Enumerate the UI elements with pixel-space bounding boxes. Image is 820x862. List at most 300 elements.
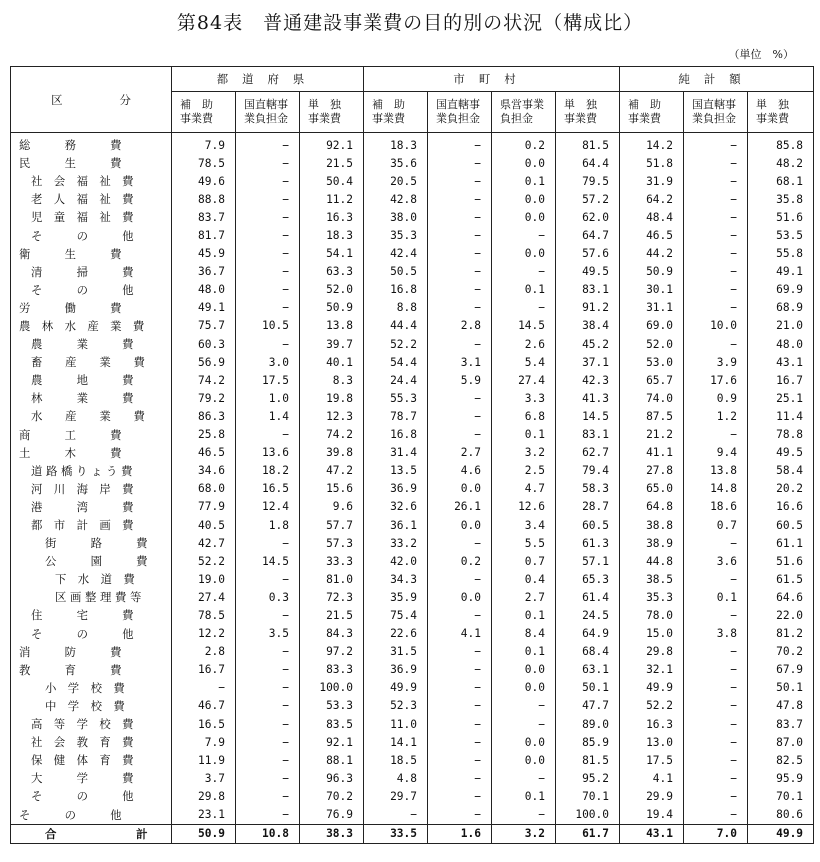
- value-cell: 41.1: [620, 444, 684, 462]
- value-cell: 7.9: [172, 733, 236, 751]
- value-cell: 80.6: [748, 805, 814, 824]
- value-cell: 83.7: [748, 715, 814, 733]
- value-cell: −: [684, 226, 748, 244]
- value-cell: −: [428, 190, 492, 208]
- value-cell: 3.8: [684, 625, 748, 643]
- value-cell: −: [428, 263, 492, 281]
- value-cell: 18.3: [300, 226, 364, 244]
- value-cell: 78.5: [172, 154, 236, 172]
- value-cell: 42.4: [364, 245, 428, 263]
- value-cell: 36.9: [364, 480, 428, 498]
- value-cell: 0.0: [428, 516, 492, 534]
- value-cell: 50.1: [556, 679, 620, 697]
- value-cell: 11.2: [300, 190, 364, 208]
- value-cell: −: [236, 534, 300, 552]
- header-sub-col: [300, 92, 364, 133]
- value-cell: 18.2: [236, 462, 300, 480]
- value-cell: 43.1: [748, 353, 814, 371]
- value-cell: 12.6: [492, 498, 556, 516]
- value-cell: −: [492, 805, 556, 824]
- value-cell: 44.4: [364, 317, 428, 335]
- value-cell: 38.5: [620, 570, 684, 588]
- value-cell: −: [236, 787, 300, 805]
- value-cell: −: [684, 299, 748, 317]
- value-cell: 4.8: [364, 769, 428, 787]
- value-cell: 25.8: [172, 426, 236, 444]
- value-cell: 0.0: [492, 245, 556, 263]
- value-cell: 34.3: [364, 570, 428, 588]
- value-cell: 78.5: [172, 606, 236, 624]
- value-cell: 5.5: [492, 534, 556, 552]
- value-cell: 3.2: [492, 824, 556, 843]
- value-cell: 64.7: [556, 226, 620, 244]
- value-cell: 3.4: [492, 516, 556, 534]
- value-cell: −: [428, 407, 492, 425]
- value-cell: −: [236, 299, 300, 317]
- value-cell: −: [428, 154, 492, 172]
- value-cell: 85.8: [748, 133, 814, 155]
- value-cell: 79.4: [556, 462, 620, 480]
- value-cell: −: [428, 245, 492, 263]
- table-row: [11, 661, 814, 679]
- value-cell: 49.1: [748, 263, 814, 281]
- value-cell: 49.9: [748, 824, 814, 843]
- header-sub-col: [620, 92, 684, 133]
- header-sub-line: 事業費: [756, 112, 790, 125]
- value-cell: −: [428, 733, 492, 751]
- value-cell: 16.5: [172, 715, 236, 733]
- row-label: 高 等 学 校 費: [11, 715, 172, 733]
- value-cell: −: [172, 679, 236, 697]
- header-sub-line: 単 独: [308, 98, 341, 111]
- row-label: 中 学 校 費: [11, 697, 172, 715]
- header-sub-line: 業負担金: [436, 112, 481, 125]
- value-cell: 8.3: [300, 371, 364, 389]
- table-row: [11, 588, 814, 606]
- row-label: 都 市 計 画 費: [11, 516, 172, 534]
- value-cell: 42.8: [364, 190, 428, 208]
- table-row: [11, 371, 814, 389]
- row-label: 大 学 費: [11, 769, 172, 787]
- value-cell: 27.4: [492, 371, 556, 389]
- row-label: 街 路 費: [11, 534, 172, 552]
- table-row: [11, 552, 814, 570]
- header-sub-line: 国直轄事: [436, 98, 481, 111]
- value-cell: 54.4: [364, 353, 428, 371]
- row-label: 農 業 費: [11, 335, 172, 353]
- value-cell: 22.6: [364, 625, 428, 643]
- value-cell: 70.2: [748, 643, 814, 661]
- value-cell: 61.5: [748, 570, 814, 588]
- header-sub-line: 単 独: [756, 98, 790, 111]
- value-cell: 16.3: [620, 715, 684, 733]
- value-cell: 52.0: [300, 281, 364, 299]
- value-cell: 0.1: [492, 606, 556, 624]
- value-cell: 2.8: [428, 317, 492, 335]
- value-cell: 49.5: [556, 263, 620, 281]
- value-cell: 1.6: [428, 824, 492, 843]
- value-cell: 53.3: [300, 697, 364, 715]
- row-label: 児 童 福 祉 費: [11, 208, 172, 226]
- value-cell: 24.5: [556, 606, 620, 624]
- value-cell: −: [684, 661, 748, 679]
- value-cell: 18.5: [364, 751, 428, 769]
- table-row: [11, 733, 814, 751]
- value-cell: −: [236, 805, 300, 824]
- value-cell: 16.7: [748, 371, 814, 389]
- row-label: 河 川 海 岸 費: [11, 480, 172, 498]
- value-cell: 86.3: [172, 407, 236, 425]
- value-cell: 13.0: [620, 733, 684, 751]
- value-cell: 32.6: [364, 498, 428, 516]
- value-cell: 64.4: [556, 154, 620, 172]
- table-row: [11, 751, 814, 769]
- value-cell: 79.2: [172, 389, 236, 407]
- value-cell: 23.1: [172, 805, 236, 824]
- value-cell: 40.1: [300, 353, 364, 371]
- value-cell: 0.0: [492, 751, 556, 769]
- value-cell: 5.4: [492, 353, 556, 371]
- value-cell: −: [236, 190, 300, 208]
- header-sub-col: [172, 92, 236, 133]
- value-cell: 10.0: [684, 317, 748, 335]
- row-label: そ の 他: [11, 787, 172, 805]
- value-cell: 36.1: [364, 516, 428, 534]
- value-cell: 4.1: [620, 769, 684, 787]
- value-cell: −: [236, 715, 300, 733]
- value-cell: 83.1: [556, 426, 620, 444]
- value-cell: 61.1: [748, 534, 814, 552]
- value-cell: 21.0: [748, 317, 814, 335]
- value-cell: 38.0: [364, 208, 428, 226]
- table-row: [11, 190, 814, 208]
- value-cell: 9.4: [684, 444, 748, 462]
- value-cell: 53.0: [620, 353, 684, 371]
- value-cell: 0.0: [492, 190, 556, 208]
- value-cell: 16.6: [748, 498, 814, 516]
- value-cell: 52.0: [620, 335, 684, 353]
- value-cell: 81.7: [172, 226, 236, 244]
- value-cell: 3.6: [684, 552, 748, 570]
- value-cell: 44.8: [620, 552, 684, 570]
- value-cell: 33.3: [300, 552, 364, 570]
- value-cell: 17.5: [236, 371, 300, 389]
- value-cell: −: [428, 208, 492, 226]
- row-label: 農 地 費: [11, 371, 172, 389]
- header-group-net-total: 純計額: [620, 67, 814, 92]
- value-cell: 87.5: [620, 407, 684, 425]
- header-sub-line: 事業費: [372, 112, 406, 125]
- value-cell: 49.6: [172, 172, 236, 190]
- value-cell: 57.3: [300, 534, 364, 552]
- value-cell: 22.0: [748, 606, 814, 624]
- table-row: [11, 317, 814, 335]
- value-cell: −: [236, 697, 300, 715]
- value-cell: 0.4: [492, 570, 556, 588]
- value-cell: 17.5: [620, 751, 684, 769]
- value-cell: 56.9: [172, 353, 236, 371]
- value-cell: −: [236, 208, 300, 226]
- value-cell: 96.3: [300, 769, 364, 787]
- table-row: [11, 389, 814, 407]
- table-row: [11, 534, 814, 552]
- value-cell: −: [684, 805, 748, 824]
- value-cell: 92.1: [300, 733, 364, 751]
- value-cell: 44.2: [620, 245, 684, 263]
- value-cell: −: [428, 805, 492, 824]
- table-row: [11, 299, 814, 317]
- value-cell: −: [236, 154, 300, 172]
- value-cell: 49.9: [364, 679, 428, 697]
- value-cell: 10.8: [236, 824, 300, 843]
- value-cell: 50.9: [172, 824, 236, 843]
- value-cell: 46.7: [172, 697, 236, 715]
- value-cell: 29.9: [620, 787, 684, 805]
- value-cell: 81.0: [300, 570, 364, 588]
- value-cell: 8.4: [492, 625, 556, 643]
- value-cell: 38.9: [620, 534, 684, 552]
- value-cell: 16.5: [236, 480, 300, 498]
- value-cell: 57.2: [556, 190, 620, 208]
- value-cell: 88.8: [172, 190, 236, 208]
- value-cell: −: [428, 787, 492, 805]
- value-cell: 3.7: [172, 769, 236, 787]
- value-cell: −: [236, 281, 300, 299]
- value-cell: −: [684, 715, 748, 733]
- value-cell: −: [236, 733, 300, 751]
- value-cell: −: [428, 299, 492, 317]
- value-cell: −: [684, 787, 748, 805]
- table-row: [11, 679, 814, 697]
- value-cell: 82.5: [748, 751, 814, 769]
- value-cell: 26.1: [428, 498, 492, 516]
- value-cell: 78.7: [364, 407, 428, 425]
- value-cell: 0.0: [428, 480, 492, 498]
- value-cell: 16.3: [300, 208, 364, 226]
- table-row: [11, 805, 814, 824]
- value-cell: 63.3: [300, 263, 364, 281]
- total-row: [11, 824, 814, 843]
- value-cell: 35.3: [364, 226, 428, 244]
- row-label: そ の 他: [11, 625, 172, 643]
- value-cell: 25.1: [748, 389, 814, 407]
- row-label: 道 路 橋 り ょ う 費: [11, 462, 172, 480]
- value-cell: −: [492, 697, 556, 715]
- value-cell: 0.0: [492, 733, 556, 751]
- value-cell: 83.1: [556, 281, 620, 299]
- value-cell: −: [684, 570, 748, 588]
- header-sub-col: [492, 92, 556, 133]
- value-cell: 50.5: [364, 263, 428, 281]
- value-cell: 60.5: [556, 516, 620, 534]
- value-cell: 49.1: [172, 299, 236, 317]
- value-cell: −: [236, 679, 300, 697]
- value-cell: 70.1: [556, 787, 620, 805]
- row-label: そ の 他: [11, 281, 172, 299]
- table-row: [11, 426, 814, 444]
- value-cell: 14.5: [556, 407, 620, 425]
- value-cell: 11.0: [364, 715, 428, 733]
- value-cell: −: [364, 805, 428, 824]
- value-cell: 67.9: [748, 661, 814, 679]
- value-cell: 38.4: [556, 317, 620, 335]
- value-cell: −: [428, 281, 492, 299]
- value-cell: 97.2: [300, 643, 364, 661]
- value-cell: 79.5: [556, 172, 620, 190]
- value-cell: 0.1: [492, 281, 556, 299]
- header-sub-col: [748, 92, 814, 133]
- value-cell: 70.1: [748, 787, 814, 805]
- table-row: [11, 263, 814, 281]
- value-cell: 17.6: [684, 371, 748, 389]
- value-cell: −: [684, 643, 748, 661]
- value-cell: 14.1: [364, 733, 428, 751]
- header-sub-line: 業負担金: [244, 112, 288, 125]
- value-cell: 3.0: [236, 353, 300, 371]
- value-cell: 57.7: [300, 516, 364, 534]
- value-cell: 0.0: [492, 154, 556, 172]
- value-cell: 72.3: [300, 588, 364, 606]
- value-cell: 95.9: [748, 769, 814, 787]
- value-cell: 64.6: [748, 588, 814, 606]
- value-cell: 60.3: [172, 335, 236, 353]
- value-cell: 49.5: [748, 444, 814, 462]
- value-cell: 81.5: [556, 133, 620, 155]
- table-row: [11, 353, 814, 371]
- header-sub-line: 国直轄事: [692, 98, 737, 111]
- row-label: 小 学 校 費: [11, 679, 172, 697]
- value-cell: 19.4: [620, 805, 684, 824]
- table-row: [11, 625, 814, 643]
- value-cell: 91.2: [556, 299, 620, 317]
- value-cell: 35.6: [364, 154, 428, 172]
- value-cell: 58.4: [748, 462, 814, 480]
- value-cell: 37.1: [556, 353, 620, 371]
- value-cell: 1.4: [236, 407, 300, 425]
- value-cell: 87.0: [748, 733, 814, 751]
- value-cell: 48.4: [620, 208, 684, 226]
- value-cell: −: [684, 769, 748, 787]
- value-cell: 3.2: [492, 444, 556, 462]
- value-cell: 60.5: [748, 516, 814, 534]
- value-cell: 39.7: [300, 335, 364, 353]
- value-cell: 33.2: [364, 534, 428, 552]
- value-cell: −: [684, 733, 748, 751]
- value-cell: 81.5: [556, 751, 620, 769]
- value-cell: 0.0: [492, 208, 556, 226]
- table-row: [11, 516, 814, 534]
- value-cell: 38.3: [300, 824, 364, 843]
- value-cell: 75.7: [172, 317, 236, 335]
- value-cell: 0.2: [492, 133, 556, 155]
- value-cell: 81.2: [748, 625, 814, 643]
- value-cell: 47.2: [300, 462, 364, 480]
- value-cell: 24.4: [364, 371, 428, 389]
- row-label: 住 宅 費: [11, 606, 172, 624]
- value-cell: 65.3: [556, 570, 620, 588]
- value-cell: 15.0: [620, 625, 684, 643]
- value-cell: −: [492, 715, 556, 733]
- value-cell: 88.1: [300, 751, 364, 769]
- value-cell: −: [684, 751, 748, 769]
- value-cell: 8.8: [364, 299, 428, 317]
- value-cell: 47.7: [556, 697, 620, 715]
- value-cell: −: [428, 643, 492, 661]
- value-cell: 27.4: [172, 588, 236, 606]
- value-cell: 50.9: [300, 299, 364, 317]
- header-sub-col: [364, 92, 428, 133]
- row-label: そ の 他: [11, 805, 172, 824]
- value-cell: 33.5: [364, 824, 428, 843]
- value-cell: 20.2: [748, 480, 814, 498]
- header-sub-line: 事業費: [628, 112, 662, 125]
- value-cell: 42.0: [364, 552, 428, 570]
- row-label: 水 産 業 費: [11, 407, 172, 425]
- value-cell: −: [492, 226, 556, 244]
- construction-cost-table: [10, 66, 814, 844]
- value-cell: −: [684, 263, 748, 281]
- header-sub-col: [428, 92, 492, 133]
- row-label: 下 水 道 費: [11, 570, 172, 588]
- row-label: 保 健 体 育 費: [11, 751, 172, 769]
- value-cell: 52.2: [172, 552, 236, 570]
- row-label: 林 業 費: [11, 389, 172, 407]
- value-cell: 83.7: [172, 208, 236, 226]
- value-cell: −: [684, 679, 748, 697]
- value-cell: 46.5: [172, 444, 236, 462]
- value-cell: 70.2: [300, 787, 364, 805]
- value-cell: 12.2: [172, 625, 236, 643]
- value-cell: −: [428, 335, 492, 353]
- value-cell: −: [236, 606, 300, 624]
- value-cell: 54.1: [300, 245, 364, 263]
- value-cell: 42.7: [172, 534, 236, 552]
- value-cell: 43.1: [620, 824, 684, 843]
- value-cell: 21.5: [300, 606, 364, 624]
- value-cell: 35.9: [364, 588, 428, 606]
- value-cell: 9.6: [300, 498, 364, 516]
- value-cell: 16.8: [364, 281, 428, 299]
- value-cell: 4.6: [428, 462, 492, 480]
- value-cell: 12.3: [300, 407, 364, 425]
- value-cell: 0.3: [236, 588, 300, 606]
- value-cell: −: [428, 426, 492, 444]
- value-cell: 2.6: [492, 335, 556, 353]
- value-cell: 31.1: [620, 299, 684, 317]
- value-cell: −: [684, 208, 748, 226]
- value-cell: 38.8: [620, 516, 684, 534]
- row-label: 総 務 費: [11, 133, 172, 155]
- value-cell: 0.1: [492, 426, 556, 444]
- header-sub-col: [556, 92, 620, 133]
- value-cell: 29.7: [364, 787, 428, 805]
- value-cell: 51.6: [748, 208, 814, 226]
- value-cell: −: [684, 190, 748, 208]
- value-cell: 2.7: [492, 588, 556, 606]
- value-cell: 49.9: [620, 679, 684, 697]
- value-cell: 52.2: [620, 697, 684, 715]
- value-cell: 6.8: [492, 407, 556, 425]
- value-cell: 27.8: [620, 462, 684, 480]
- value-cell: 14.5: [236, 552, 300, 570]
- value-cell: −: [428, 697, 492, 715]
- value-cell: 34.6: [172, 462, 236, 480]
- value-cell: 2.8: [172, 643, 236, 661]
- value-cell: 4.1: [428, 625, 492, 643]
- table-row: [11, 697, 814, 715]
- header-sub-line: 補 助: [372, 98, 406, 111]
- value-cell: 13.6: [236, 444, 300, 462]
